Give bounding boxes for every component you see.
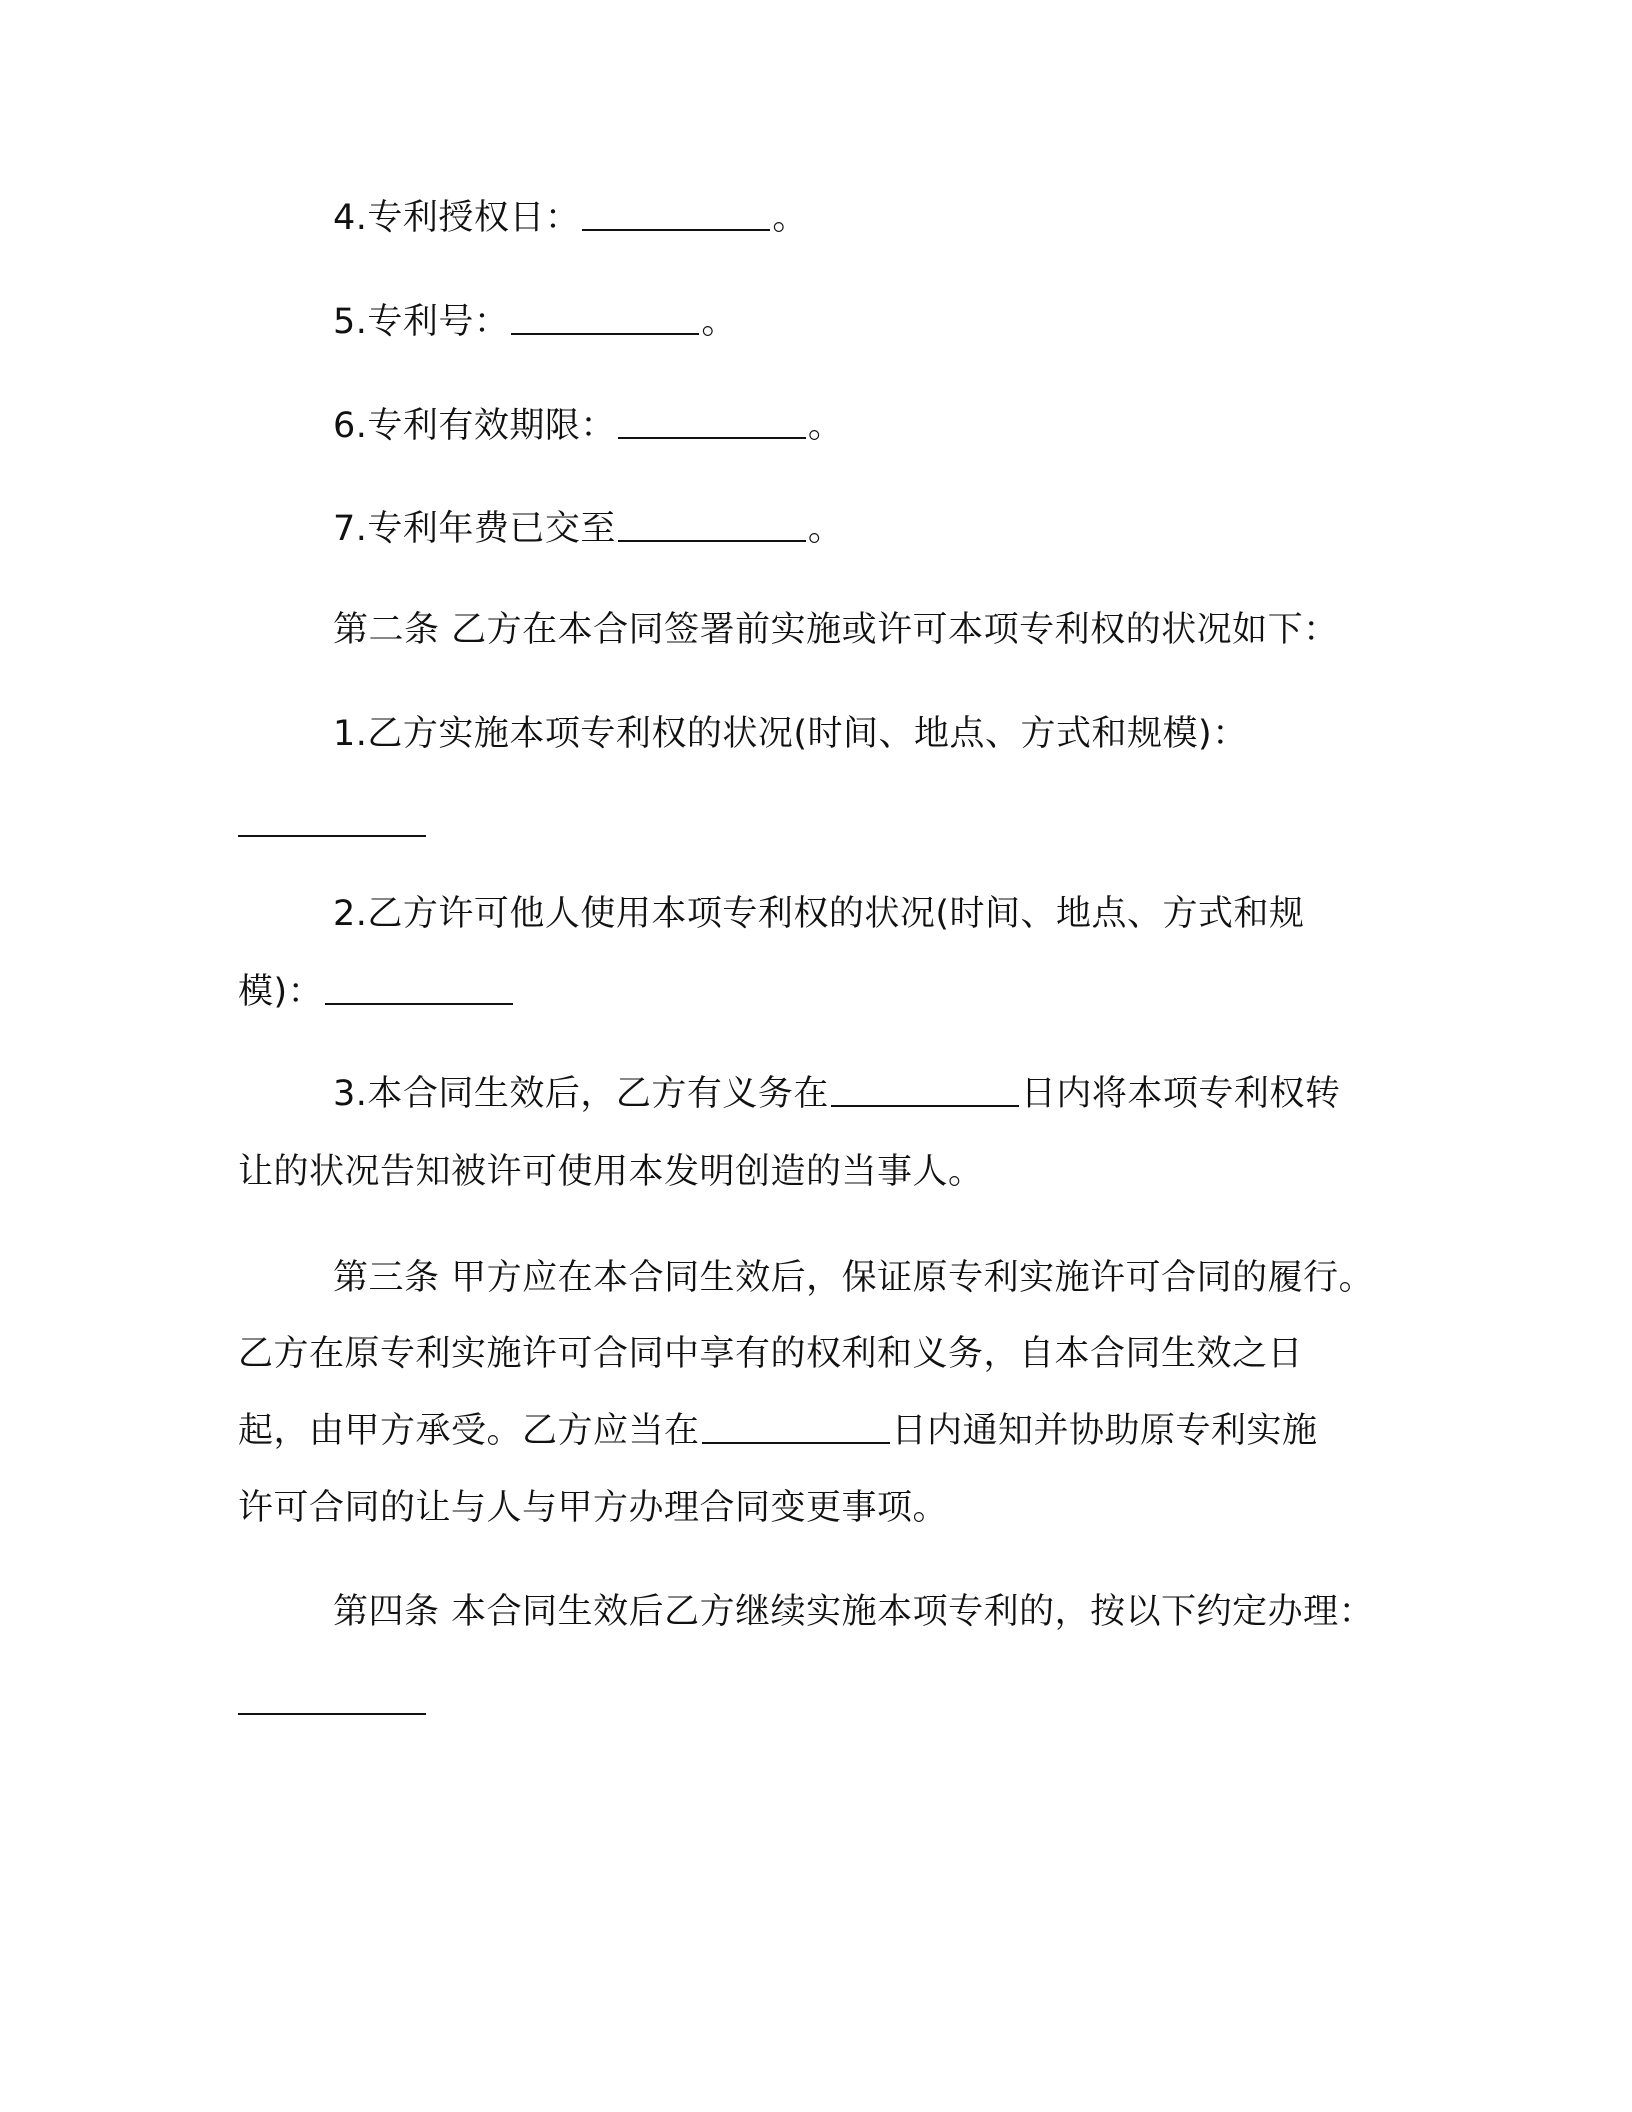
article-four-line: 第四条 本合同生效后乙方继续实施本项专利的，按以下约定办理： <box>333 1592 1375 1632</box>
fill-blank <box>618 540 806 542</box>
line-text: 3.本合同生效后，乙方有义务在 <box>333 1074 829 1114</box>
fill-blank <box>238 835 426 837</box>
line-text: 。 <box>807 406 844 446</box>
article-four-blank-line <box>238 1678 428 1726</box>
article-two-item-1: 1.乙方实施本项专利权的状况(时间、地点、方式和规模)： <box>333 714 1248 754</box>
fill-blank <box>702 1442 890 1444</box>
patent-grant-date-line <box>333 194 808 242</box>
article-three-line-1: 第三条 甲方应在本合同生效后，保证原专利实施许可合同的履行。 <box>333 1258 1375 1298</box>
patent-number-line <box>333 298 737 346</box>
article-two-item-2-cont <box>238 968 515 1016</box>
line-text: 7.专利年费已交至 <box>333 509 616 549</box>
article-two-item-3-cont: 让的状况告知被许可使用本发明创造的当事人。 <box>238 1152 984 1192</box>
article-two-item-3 <box>333 1070 1340 1118</box>
article-three-line-3 <box>238 1407 1318 1455</box>
fill-blank <box>831 1105 1019 1107</box>
line-text: 日内通知并协助原专利实施 <box>891 1411 1318 1451</box>
article-two-item-2: 2.乙方许可他人使用本项专利权的状况(时间、地点、方式和规 <box>333 894 1305 934</box>
line-text: 6.专利有效期限： <box>333 406 616 446</box>
fill-blank <box>325 1003 513 1005</box>
line-text: 4.专利授权日： <box>333 198 581 238</box>
line-text: 。 <box>772 198 808 238</box>
fill-blank <box>582 229 770 231</box>
patent-validity-line <box>333 402 843 450</box>
line-text: 。 <box>807 509 844 549</box>
line-text: 模)： <box>238 972 324 1012</box>
fill-blank <box>511 333 699 335</box>
article-two-heading: 第二条 乙方在本合同签署前实施或许可本项专利权的状况如下： <box>333 610 1339 650</box>
line-text: 日内将本项专利权转 <box>1020 1074 1341 1114</box>
line-text: 5.专利号： <box>333 302 510 342</box>
fill-blank <box>238 1713 426 1715</box>
article-three-line-4: 许可合同的让与人与甲方办理合同变更事项。 <box>238 1488 949 1528</box>
line-text: 起，由甲方承受。乙方应当在 <box>238 1411 700 1451</box>
patent-annual-fee-line <box>333 505 843 553</box>
line-text: 。 <box>701 302 737 342</box>
article-three-line-2: 乙方在原专利实施许可合同中享有的权利和义务，自本合同生效之日 <box>238 1334 1304 1374</box>
fill-blank <box>618 437 806 439</box>
article-two-item-1-blank-line <box>238 800 428 848</box>
